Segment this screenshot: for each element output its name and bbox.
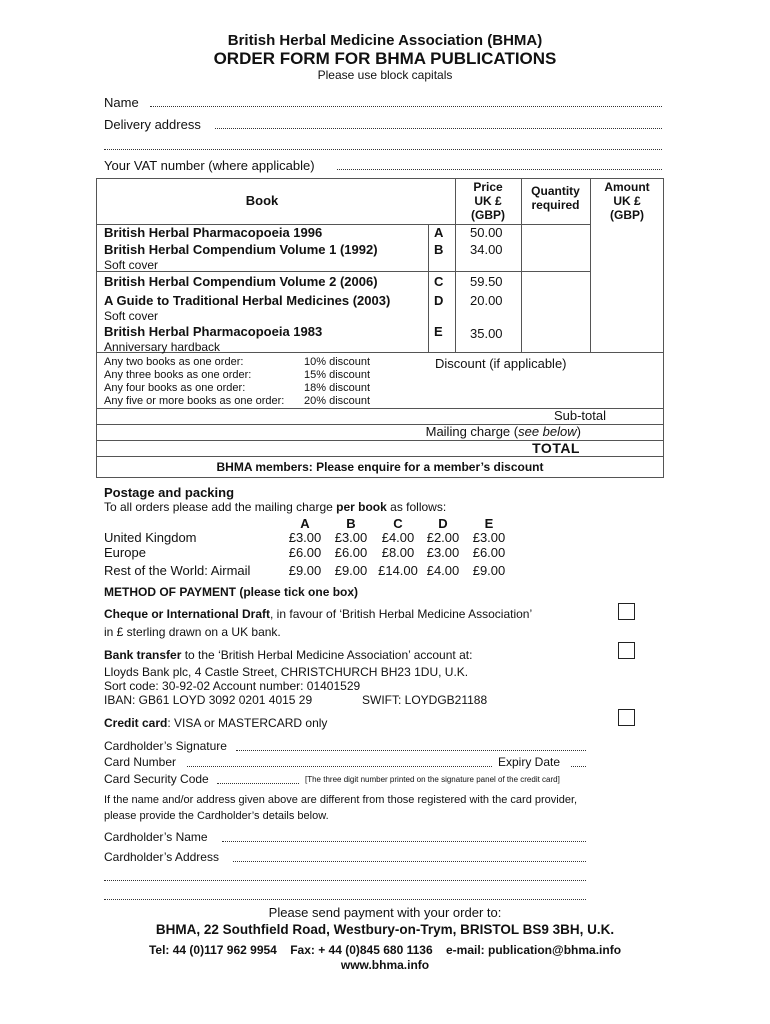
- bank-transfer-checkbox[interactable]: [618, 642, 635, 659]
- quantity-input-c[interactable]: [523, 273, 588, 351]
- cheque-option-text: Cheque or International Draft, in favour of ‘British Herbal Medicine Association’: [104, 607, 533, 621]
- book-price: 34.00: [470, 242, 503, 257]
- cardholder-name-label: Cardholder’s Name: [104, 830, 208, 844]
- book-title: British Herbal Pharmacopoeia 1983: [104, 324, 323, 339]
- bank-swift: SWIFT: LOYDGB21188: [362, 693, 488, 707]
- subtotal-label: Sub-total: [553, 408, 606, 423]
- diff-note-line2: please provide the Cardholder’s details below.: [104, 810, 329, 822]
- csc-note: [The three digit number printed on the signature panel of the credit card]: [305, 775, 560, 784]
- book-code: C: [434, 274, 444, 289]
- email-link[interactable]: e-mail: publication@bhma.info: [445, 943, 622, 957]
- book-code: E: [434, 324, 443, 339]
- org-name: British Herbal Medicine Association (BHMA): [227, 32, 543, 49]
- book-note: Anniversary hardback: [104, 340, 221, 354]
- credit-card-checkbox[interactable]: [618, 709, 635, 726]
- name-label: Name: [104, 95, 139, 110]
- book-code: D: [434, 293, 444, 308]
- csc-field[interactable]: [217, 783, 299, 784]
- contact-line: [0, 943, 770, 957]
- postage-intro: To all orders please add the mailing charge per book as follows:: [104, 500, 447, 514]
- bank-option-text: Bank transfer to the ‘British Herbal Medicine Association’ account at:: [104, 648, 473, 662]
- csc-label: Card Security Code: [104, 772, 209, 786]
- cheque-checkbox[interactable]: [618, 603, 635, 620]
- card-number-label: Card Number: [104, 755, 177, 769]
- address-field-line2[interactable]: [104, 149, 662, 150]
- cardholder-address-line2[interactable]: [104, 880, 586, 881]
- members-note: BHMA members: Please enquire for a member’s discount: [216, 460, 544, 474]
- signature-label: Cardholder’s Signature: [104, 739, 227, 753]
- book-title: British Herbal Pharmacopoeia 1996: [104, 225, 323, 240]
- total-label: TOTAL: [532, 440, 580, 456]
- name-field[interactable]: [150, 106, 662, 107]
- card-option-text: Credit card: VISA or MASTERCARD only: [104, 716, 328, 730]
- page-subtitle: Please use block capitals: [317, 68, 453, 82]
- book-note: Soft cover: [104, 258, 159, 272]
- bank-sort-account: Sort code: 30-92-02 Account number: 01401529: [104, 679, 361, 693]
- book-title: British Herbal Compendium Volume 1 (1992): [104, 242, 378, 257]
- book-price: 20.00: [470, 293, 503, 308]
- discount-label: Discount (if applicable): [435, 356, 567, 371]
- diff-note-line1: If the name and/or address given above are different from those registered with the card provider,: [104, 794, 578, 806]
- address-field[interactable]: [215, 128, 662, 129]
- postage-heading: Postage and packing: [104, 485, 235, 500]
- vat-label: Your VAT number (where applicable): [104, 158, 315, 173]
- cardholder-address-label: Cardholder’s Address: [104, 850, 219, 864]
- expiry-field[interactable]: [571, 766, 586, 767]
- bank-iban: IBAN: GB61 LOYD 3092 0201 4015 29: [104, 693, 313, 707]
- amount-header: Amount UK £ (GBP): [604, 180, 650, 222]
- cardholder-address-field[interactable]: [233, 861, 586, 862]
- vat-field[interactable]: [337, 169, 662, 170]
- price-header: Price UK £ (GBP): [471, 180, 505, 222]
- payment-heading: METHOD OF PAYMENT (please tick one box): [104, 585, 359, 599]
- page-title: ORDER FORM FOR BHMA PUBLICATIONS: [213, 49, 557, 68]
- website-link[interactable]: www.bhma.info: [340, 958, 430, 972]
- telephone: Tel: 44 (0)117 962 9954: [148, 943, 277, 957]
- card-number-field[interactable]: [187, 766, 492, 767]
- book-price: 59.50: [470, 274, 503, 289]
- quantity-input-a[interactable]: [523, 225, 588, 270]
- expiry-label: Expiry Date: [498, 755, 561, 769]
- quantity-header: Quantity required: [531, 184, 580, 212]
- signature-field[interactable]: [236, 750, 586, 751]
- fax: Fax: + 44 (0)845 680 1136: [290, 943, 433, 957]
- book-code: A: [434, 225, 444, 240]
- bank-address: Lloyds Bank plc, 4 Castle Street, CHRISTCHURCH BH23 1DU, U.K.: [104, 665, 469, 679]
- book-title: British Herbal Compendium Volume 2 (2006): [104, 274, 378, 289]
- book-price: 50.00: [470, 225, 503, 240]
- send-payment-note: Please send payment with your order to:: [268, 905, 502, 920]
- book-header: Book: [245, 193, 279, 208]
- book-title: A Guide to Traditional Herbal Medicines (2003): [104, 293, 391, 308]
- cheque-option-line2: in £ sterling drawn on a UK bank.: [104, 625, 281, 639]
- book-code: B: [434, 242, 444, 257]
- cardholder-address-line3[interactable]: [104, 899, 586, 900]
- discount-list: Any two books as one order: 10% discount Any three books as one order: 15% discount Any four books as one order: 18% discount Any five or more books as one order: 20% discount: [104, 356, 371, 407]
- mailing-label: Mailing charge (see below): [425, 424, 581, 439]
- address-label: Delivery address: [104, 117, 201, 132]
- cardholder-name-field[interactable]: [222, 841, 586, 842]
- bhma-address: BHMA, 22 Southfield Road, Westbury-on-Trym, BRISTOL BS9 3BH, U.K.: [155, 922, 615, 937]
- book-price: 35.00: [470, 326, 503, 341]
- book-note: Soft cover: [104, 309, 159, 323]
